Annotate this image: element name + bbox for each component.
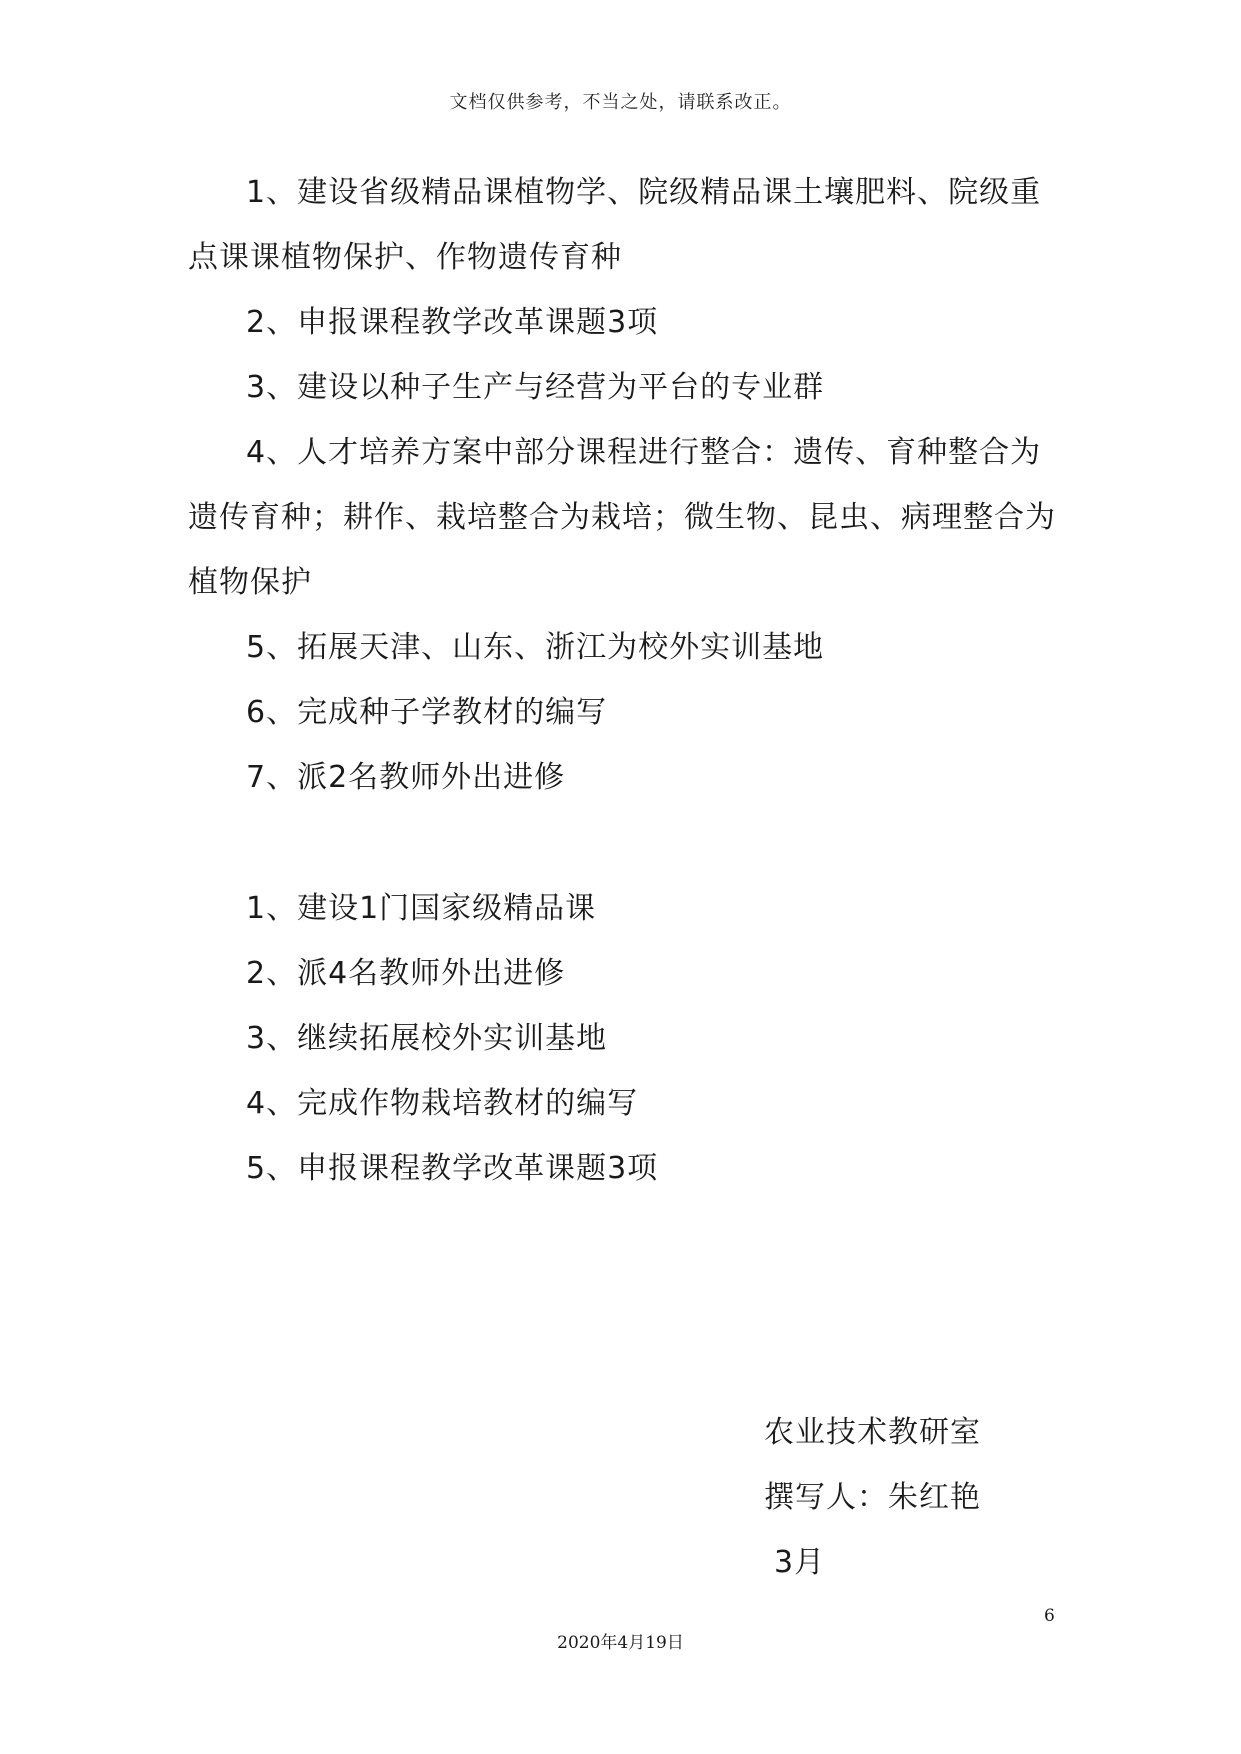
signature-date: 3月: [774, 1545, 826, 1580]
author-line: 撰写人：朱红艳: [764, 1480, 981, 1515]
list-item: 5、申报课程教学改革课题3项: [246, 1151, 659, 1186]
list-item: 5、拓展天津、山东、浙江为校外实训基地: [246, 630, 825, 665]
header-note: 文档仅供参考，不当之处，请联系改正。: [449, 92, 792, 113]
list-item: 3、建设以种子生产与经营为平台的专业群: [246, 370, 825, 405]
department-name: 农业技术教研室: [764, 1415, 981, 1450]
section-gap: [188, 810, 1058, 876]
list-item: 1、建设省级精品课植物学、院级精品课土壤肥料、院级重点课课植物保护、作物遗传育种: [188, 175, 1042, 275]
list-item: 4、人才培养方案中部分课程进行整合：遗传、育种整合为遗传育种；耕作、栽培整合为栽培；微生物、昆虫、病理整合为植物保护: [188, 435, 1056, 600]
document-body: [188, 160, 1058, 1201]
list-item: 4、完成作物栽培教材的编写: [246, 1086, 639, 1121]
signature-block: [764, 1400, 1064, 1595]
list-item: 2、申报课程教学改革课题3项: [246, 305, 659, 340]
footer-date: 2020年4月19日: [557, 1633, 684, 1653]
list-item: 2、派4名教师外出进修: [246, 956, 566, 991]
list-item: 3、继续拓展校外实训基地: [246, 1021, 608, 1056]
list-item: 6、完成种子学教材的编写: [246, 695, 608, 730]
list-item: 7、派2名教师外出进修: [246, 760, 566, 795]
plan-list-1: [188, 160, 1058, 810]
plan-list-2: [188, 876, 1058, 1201]
list-item: 1、建设1门国家级精品课: [246, 891, 597, 926]
page-number: 6: [1044, 1606, 1055, 1626]
